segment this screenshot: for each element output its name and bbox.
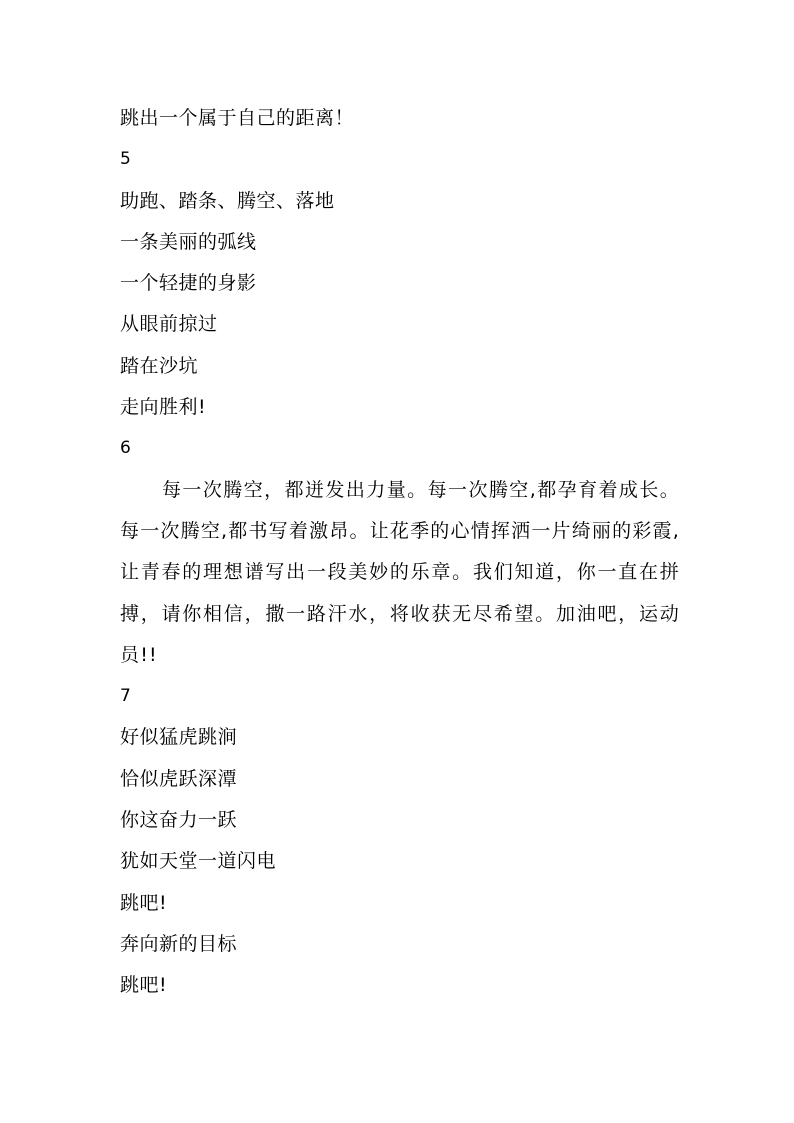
poem-line: 奔向新的目标 — [120, 932, 238, 955]
document-body — [120, 98, 680, 1007]
section-number: 6 — [120, 438, 132, 459]
poem-line: 跳吧! — [120, 974, 168, 997]
poem-line: 犹如天堂一道闪电 — [120, 850, 277, 873]
paragraph: 每一次腾空，都迸发出力量。每一次腾空,都孕育着成长。每一次腾空,都书写着激昂。让花季的心情挥洒一片绮丽的彩霞,让青春的理想谱写出一段美妙的乐章。我们知道，你一直在拼搏，请你相信，撒一路汗水，将收获无尽希望。加油吧，运动员!! — [120, 478, 680, 666]
section-number: 7 — [120, 686, 132, 707]
poem-line: 一条美丽的弧线 — [120, 230, 257, 253]
poem-line: 你这奋力一跃 — [120, 809, 238, 832]
section-number: 5 — [120, 149, 132, 170]
poem-line: 恰似虎跃深潭 — [120, 767, 238, 790]
poem-line: 一个轻捷的身影 — [120, 272, 257, 295]
poem-line: 从眼前掠过 — [120, 313, 218, 336]
poem-line: 好似猛虎跳涧 — [120, 726, 238, 749]
poem-line: 助跑、踏条、腾空、落地 — [120, 189, 335, 212]
poem-line: 跳吧! — [120, 891, 168, 914]
poem-line: 走向胜利! — [120, 396, 207, 419]
text-line: 跳出一个属于自己的距离！ — [120, 107, 355, 129]
poem-line: 踏在沙坑 — [120, 354, 199, 377]
